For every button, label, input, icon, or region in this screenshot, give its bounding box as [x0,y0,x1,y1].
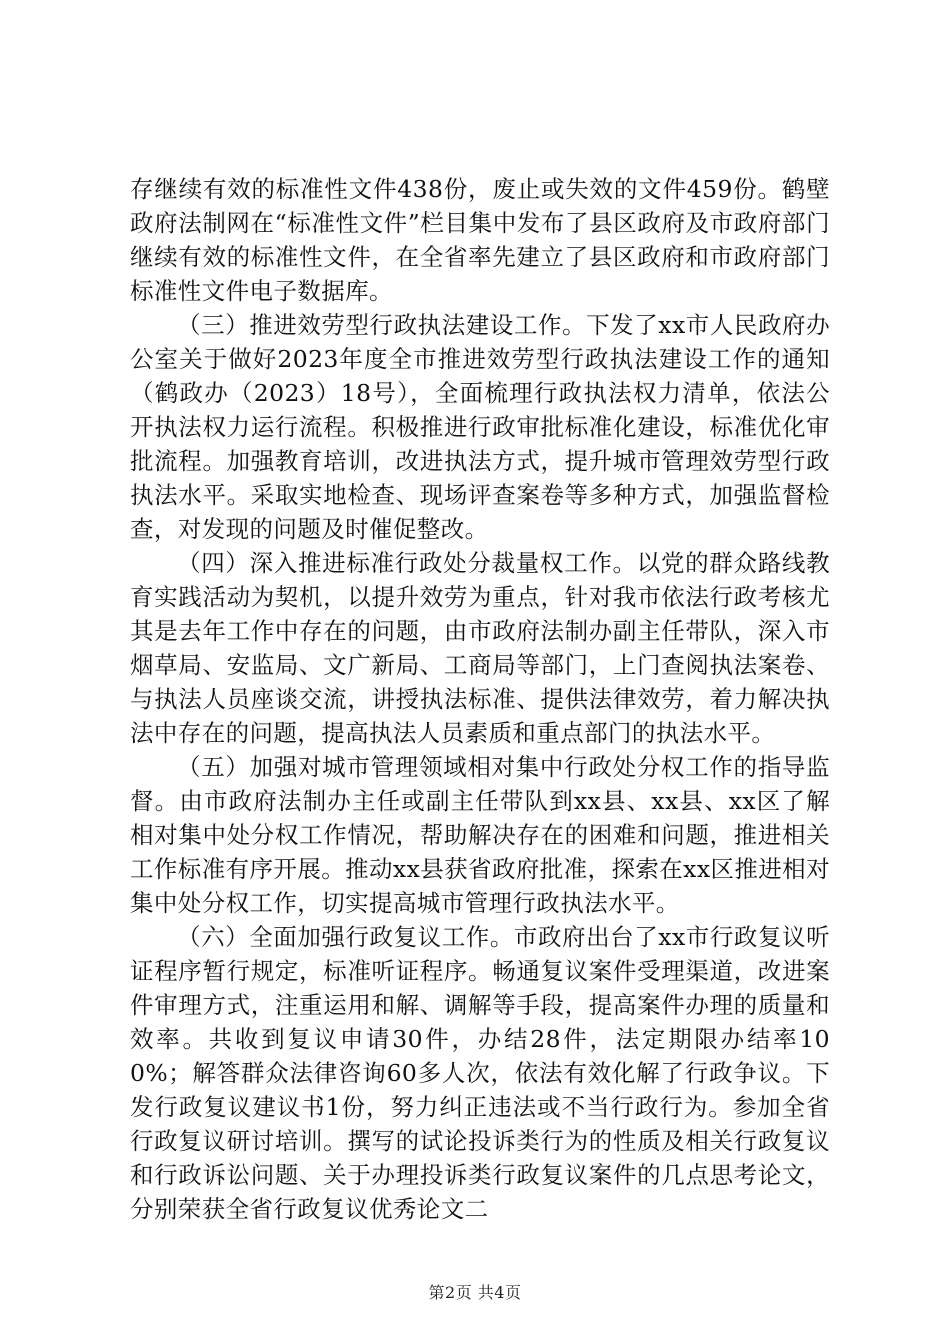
paragraph-section-6: （六）全面加强行政复议工作。市政府出台了xx市行政复议听证程序暂行规定，标准听证程序。畅通复议案件受理渠道，改进案件审理方式，注重运用和解、调解等手段，提高案件办理的质量和效率。共收到复议申请30件，办结28件，法定期限办结率100%；解答群众法律咨询60多人次，依法有效化解了行政争议。下发行政复议建议书1份，努力纠正违法或不当行政行为。参加全省行政复议研讨培训。撰写的试论投诉类行为的性质及相关行政复议和行政诉讼问题、关于办理投诉类行政复议案件的几点思考论文，分别荣获全省行政复议优秀论文二 [130,923,830,1223]
document-body [130,172,830,1226]
paragraph-section-4: （四）深入推进标准行政处分裁量权工作。以党的群众路线教育实践活动为契机，以提升效劳为重点，针对我市依法行政考核尤其是去年工作中存在的问题，由市政府法制办副主任带队，深入市烟草局、安监局、文广新局、工商局等部门，上门查阅执法案卷、与执法人员座谈交流，讲授执法标准、提供法律效劳，着力解决执法中存在的问题，提高执法人员素质和重点部门的执法水平。 [130,549,830,747]
page-number-footer: 第2页 共4页 [428,1283,522,1302]
paragraph-section-5: （五）加强对城市管理领域相对集中行政处分权工作的指导监督。由市政府法制办主任或副主任带队到xx县、xx县、xx区了解相对集中处分权工作情况，帮助解决存在的困难和问题，推进相关工作标准有序开展。推动xx县获省政府批准，探索在xx区推进相对集中处分权工作，切实提高城市管理行政执法水平。 [130,753,830,917]
paragraph-section-3: （三）推进效劳型行政执法建设工作。下发了xx市人民政府办公室关于做好2023年度全市推进效劳型行政执法建设工作的通知（鹤政办（2023）18号），全面梳理行政执法权力清单，依法公开执法权力运行流程。积极推进行政审批标准化建设，标准优化审批流程。加强教育培训，改进执法方式，提升城市管理效劳型行政执法水平。采取实地检查、现场评查案卷等多种方式，加强监督检查，对发现的问题及时催促整改。 [130,311,830,543]
paragraph-continuation: 存继续有效的标准性文件438份，废止或失效的文件459份。鹤壁政府法制网在“标准性文件”栏目集中发布了县区政府及市政府部门继续有效的标准性文件，在全省率先建立了县区政府和市政府部门标准性文件电子数据库。 [130,175,830,305]
